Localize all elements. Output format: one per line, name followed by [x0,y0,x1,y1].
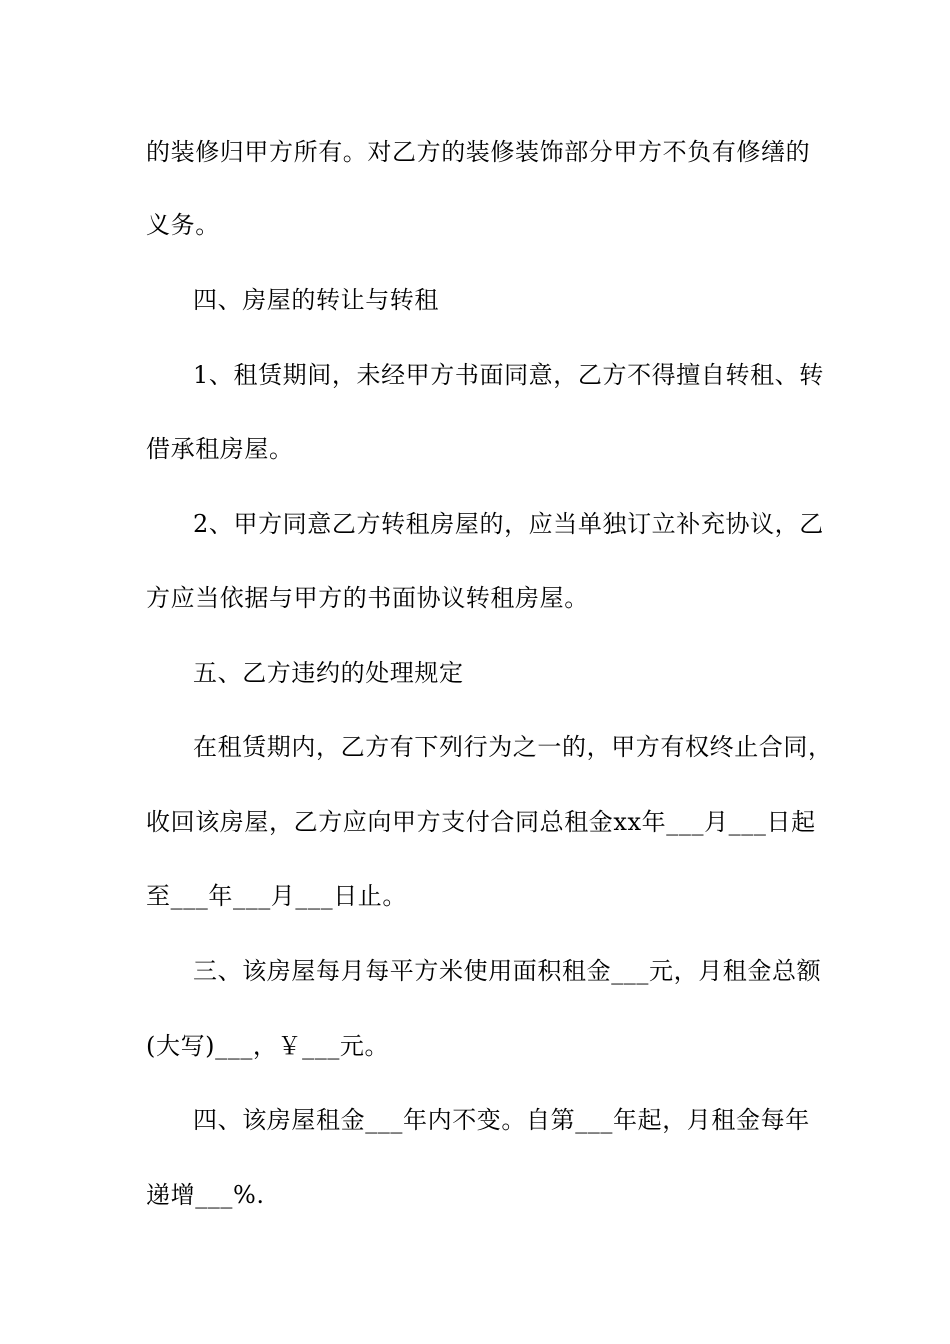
paragraph-line-7: 方应当依据与甲方的书面协议转租房屋。 [146,584,589,612]
paragraph-line-14: 四、该房屋租金___年内不变。自第___年起，月租金每年 [193,1106,810,1134]
paragraph-line-2: 义务。 [146,211,220,239]
paragraph-line-6: 2、甲方同意乙方转租房屋的，应当单独订立补充协议，乙 [193,510,824,538]
section-heading-breach: 五、乙方违约的处理规定 [193,659,464,687]
paragraph-line-11: 至___年___月___日止。 [146,882,407,910]
paragraph-line-10: 收回该房屋，乙方应向甲方支付合同总租金xx年___月___日起 [146,808,816,836]
paragraph-line-4: 1、租赁期间，未经甲方书面同意，乙方不得擅自转租、转 [193,361,824,389]
paragraph-line-9: 在租赁期内，乙方有下列行为之一的，甲方有权终止合同， [193,733,833,761]
paragraph-line-13: (大写)___，￥___元。 [146,1032,390,1060]
paragraph-line-5: 借承租房屋。 [146,435,294,463]
paragraph-line-15: 递增___%. [146,1181,265,1209]
paragraph-line-1: 的装修归甲方所有。对乙方的装修装饰部分甲方不负有修缮的 [146,138,811,166]
section-heading-transfer: 四、房屋的转让与转租 [193,286,439,314]
paragraph-line-12: 三、该房屋每月每平方米使用面积租金___元，月租金总额 [193,957,822,985]
